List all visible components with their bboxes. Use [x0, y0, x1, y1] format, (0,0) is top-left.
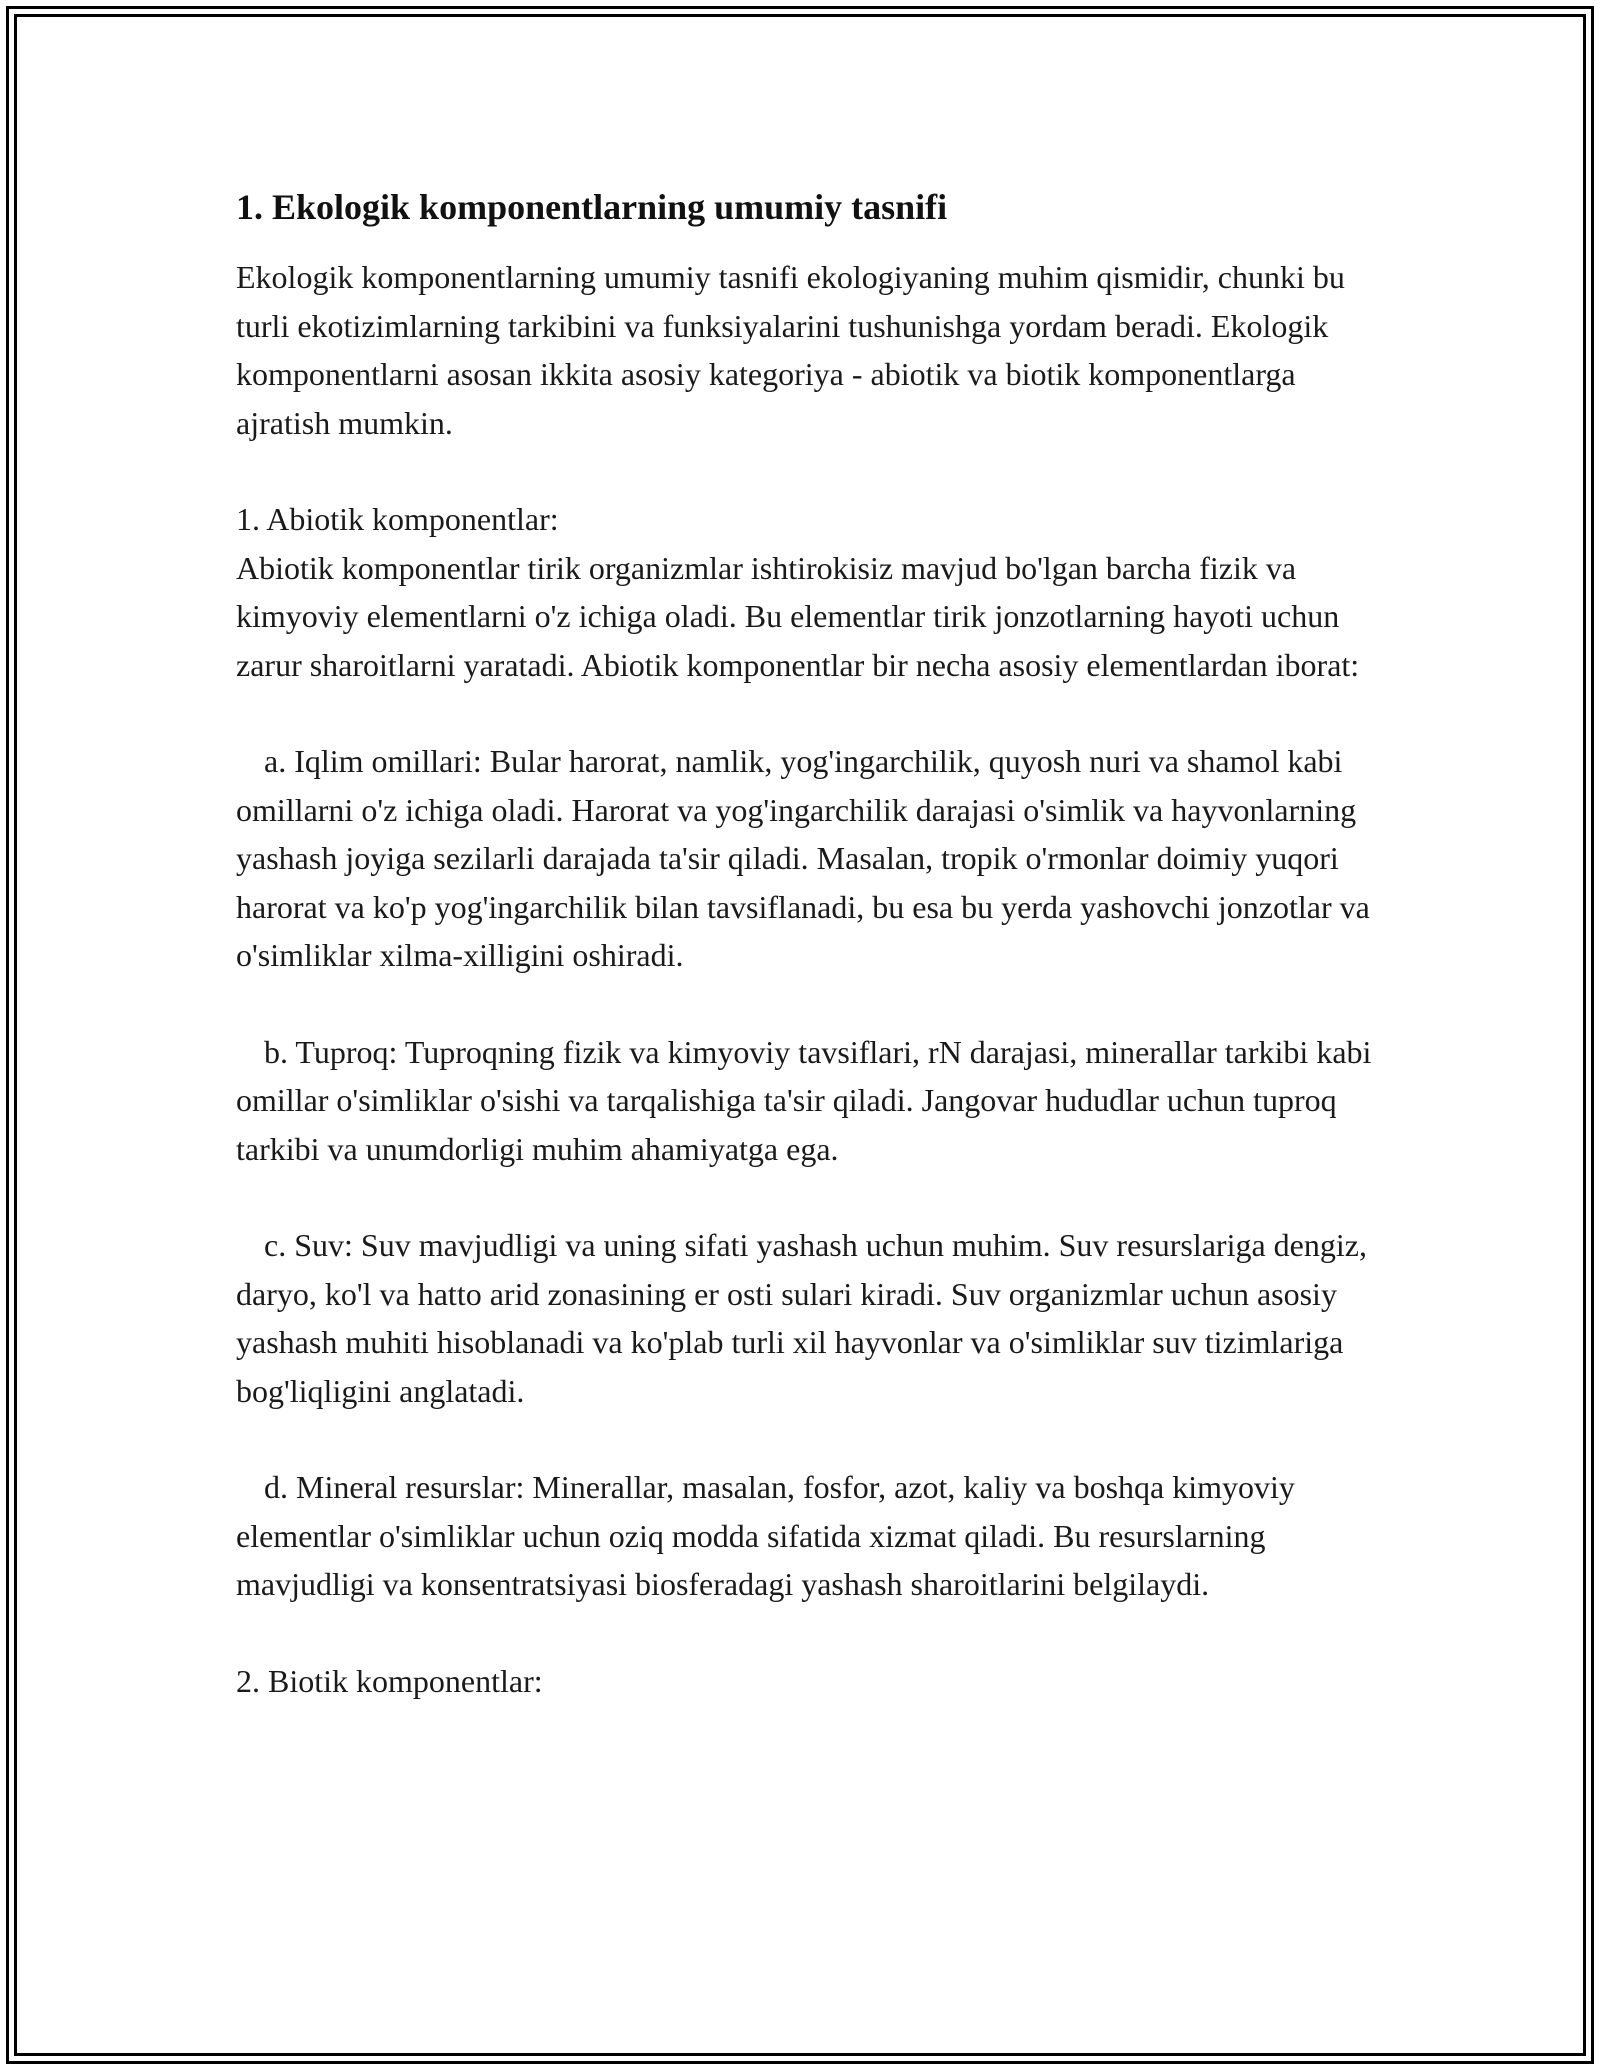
- list-item-climate: a. Iqlim omillari: Bular harorat, namlik, yog'ingarchilik, quyosh nuri va shamol kabi omillarni o'z ichiga oladi. Harorat va yog'ingarchilik darajasi o'simlik va hayvonlarning yashash joyiga sezilarli darajada ta'sir qiladi. Masalan, tropik o'rmonlar doimiy yuqori harorat va ko'p yog'ingarchilik bilan tavsiflanadi, bu esa bu yerda yashovchi jonzotlar va o'simliklar xilma-xilligini oshiradi.: [236, 743, 1370, 973]
- section-abiotic-heading: 1. Abiotik komponentlar:: [236, 501, 559, 537]
- list-item-water: c. Suv: Suv mavjudligi va uning sifati yashash uchun muhim. Suv resurslariga dengiz, daryo, ko'l va hatto arid zonasining er osti sulari kiradi. Suv organizmlar uchun asosiy yashash muhiti hisoblanadi va ko'plab turli xil hayvonlar va o'simliklar suv tizimlariga bog'liqligini anglatadi.: [236, 1227, 1367, 1409]
- list-item-soil: b. Tuproq: Tuproqning fizik va kimyoviy tavsiflari, rN darajasi, minerallar tarkibi kabi omillar o'simliklar o'sishi va tarqalishiga ta'sir qiladi. Jangovar hududlar uchun tuproq tarkibi va unumdorligi muhim ahamiyatga ega.: [236, 1033, 1372, 1167]
- document-title: 1. Ekologik komponentlarning umumiy tasnifi: [236, 187, 948, 227]
- section-abiotic-text: Abiotik komponentlar tirik organizmlar ishtirokisiz mavjud bo'lgan barcha fizik va kimyoviy elementlarni o'z ichiga oladi. Bu elementlar tirik jonzotlarning hayoti uchun zarur sharoitlarni yaratadi. Abiotik komponentlar bir necha asosiy elementlardan iborat:: [236, 549, 1360, 683]
- list-item-minerals: d. Mineral resurslar: Minerallar, masalan, fosfor, azot, kaliy va boshqa kimyoviy elementlar o'simliklar uchun oziq modda sifatida xizmat qiladi. Bu resurslarning mavjudligi va konsentratsiyasi biosferadagi yashash sharoitlarini belgilaydi.: [236, 1469, 1295, 1602]
- section-biotic-heading: 2. Biotik komponentlar:: [236, 1662, 543, 1699]
- intro-paragraph: Ekologik komponentlarning umumiy tasnifi ekologiyaning muhim qismidir, chunki bu turli ekotizimlarning tarkibini va funksiyalarini tushunishga yordam beradi. Ekologik komponentlarni asosan ikkita asosiy kategoriya - abiotik va biotik komponentlarga ajratish mumkin.: [236, 259, 1345, 441]
- section-abiotic: [236, 495, 1376, 689]
- document-body: [236, 183, 1376, 1705]
